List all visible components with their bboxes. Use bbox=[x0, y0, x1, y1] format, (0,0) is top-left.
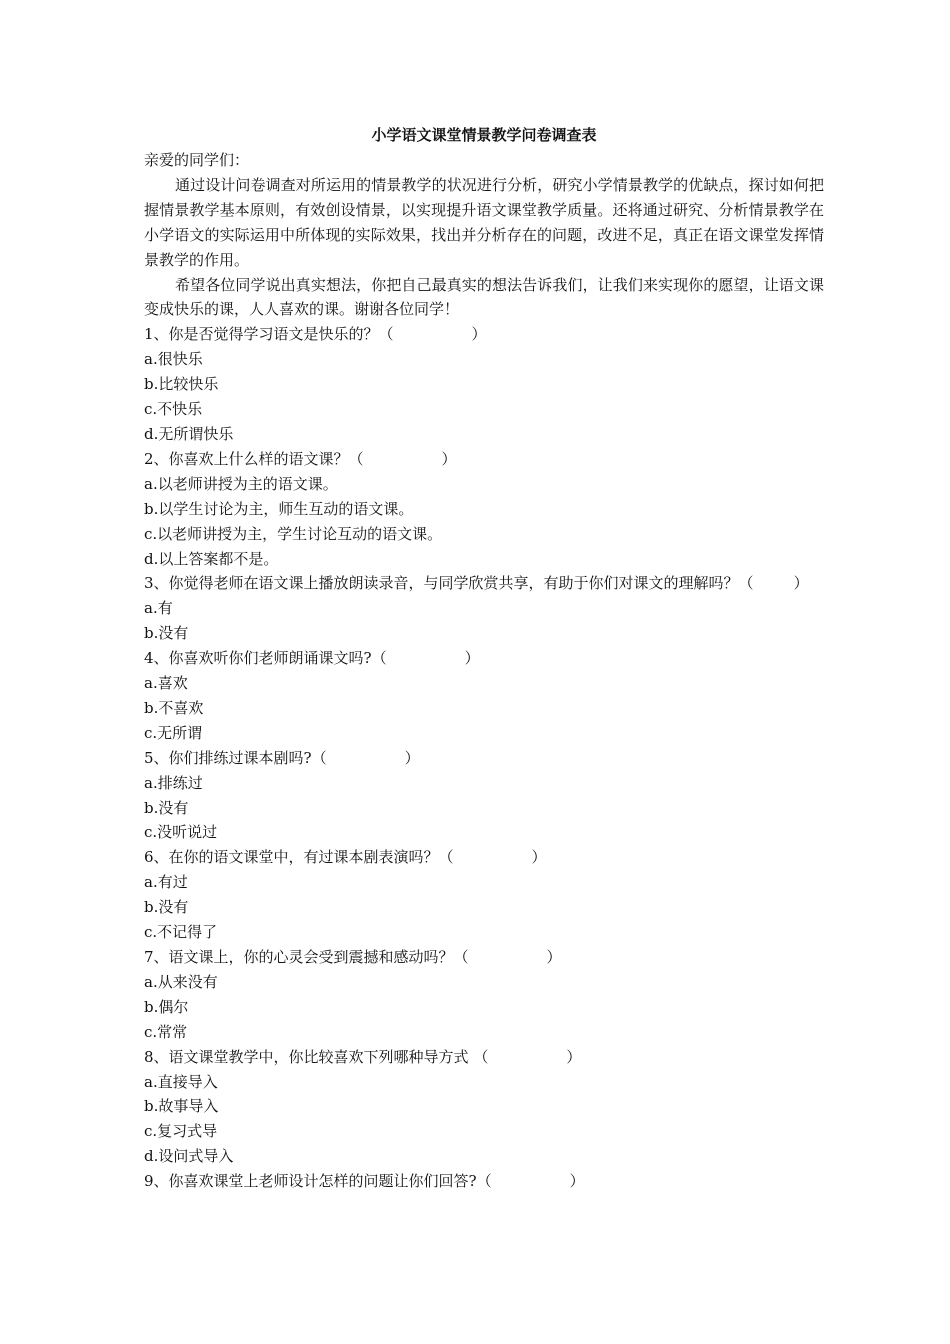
greeting: 亲爱的同学们： bbox=[144, 151, 250, 169]
option-b: b.没有 bbox=[144, 898, 189, 917]
question-prompt: 5、你们排练过课本剧吗?（ bbox=[144, 748, 327, 767]
bracket-close: ） bbox=[404, 748, 420, 767]
bracket-close: ） bbox=[471, 325, 487, 344]
option-b: b.比较快乐 bbox=[144, 375, 219, 394]
question-text bbox=[144, 447, 824, 472]
option-a: a.直接导入 bbox=[144, 1072, 218, 1091]
question-3 bbox=[144, 571, 824, 646]
option-b: b.故事导入 bbox=[144, 1097, 219, 1116]
question-prompt: 9、你喜欢课堂上老师设计怎样的问题让你们回答?（ bbox=[144, 1172, 492, 1191]
question-prompt: 6、在你的语文课堂中，有过课本剧表演吗？（ bbox=[144, 848, 454, 867]
bracket-close: ） bbox=[793, 574, 809, 593]
option-b: b.没有 bbox=[144, 798, 189, 817]
option-a: a.有 bbox=[144, 599, 173, 618]
option-d: d.以上答案都不是。 bbox=[144, 549, 279, 568]
question-text bbox=[144, 1169, 824, 1194]
option-a: a.以老师讲授为主的语文课。 bbox=[144, 474, 338, 493]
intro-paragraph: 通过设计问卷调查对所运用的情景教学的状况进行分析，研究小学情景教学的优缺点，探讨如何把握情景教学基本原则，有效创设情景，以实现提升语文课堂教学质量。还将通过研究、分析情景教学在小学语文的实际运用中所体现的实际效果，找出并分析存在的问题，改进不足，真正在语文课堂发挥情景教学的作用。 bbox=[144, 175, 824, 269]
question-1 bbox=[144, 322, 824, 447]
question-text bbox=[144, 646, 824, 671]
option-a: a.从来没有 bbox=[144, 972, 218, 991]
question-prompt: 1、你是否觉得学习语文是快乐的？（ bbox=[144, 325, 394, 344]
option-c: c.复习式导 bbox=[144, 1122, 218, 1141]
document-title: 小学语文课堂情景教学问卷调查表 bbox=[371, 126, 597, 144]
question-text bbox=[144, 746, 824, 771]
question-text bbox=[144, 322, 824, 347]
question-text bbox=[144, 845, 824, 870]
option-a: a.排练过 bbox=[144, 773, 203, 792]
bracket-close: ） bbox=[464, 649, 480, 668]
option-c: c.不快乐 bbox=[144, 400, 203, 419]
option-b: b.偶尔 bbox=[144, 997, 189, 1016]
option-a: a.有过 bbox=[144, 873, 188, 892]
option-b: b.不喜欢 bbox=[144, 698, 204, 717]
option-a: a.喜欢 bbox=[144, 674, 188, 693]
bracket-close: ） bbox=[441, 449, 457, 468]
question-prompt: 2、你喜欢上什么样的语文课？（ bbox=[144, 449, 364, 468]
request-paragraph: 希望各位同学说出真实想法，你把自己最真实的想法告诉我们，让我们来实现你的愿望，让语文课变成快乐的课，人人喜欢的课。谢谢各位同学！ bbox=[144, 275, 824, 319]
question-9 bbox=[144, 1169, 824, 1194]
option-c: c.常常 bbox=[144, 1022, 188, 1041]
bracket-close: ） bbox=[566, 1047, 582, 1066]
question-text bbox=[144, 1045, 824, 1070]
option-c: c.不记得了 bbox=[144, 923, 218, 942]
option-d: d.无所谓快乐 bbox=[144, 424, 234, 443]
option-b: b.没有 bbox=[144, 624, 189, 643]
option-c: c.无所谓 bbox=[144, 723, 203, 742]
bracket-close: ） bbox=[546, 948, 562, 966]
question-text bbox=[144, 945, 824, 970]
question-5 bbox=[144, 746, 824, 846]
question-8 bbox=[144, 1045, 824, 1170]
question-prompt: 7、语文课上，你的心灵会受到震撼和感动吗？（ bbox=[144, 948, 469, 966]
question-prompt: 4、你喜欢听你们老师朗诵课文吗?（ bbox=[144, 649, 387, 668]
option-a: a.很快乐 bbox=[144, 350, 203, 369]
option-b: b.以学生讨论为主，师生互动的语文课。 bbox=[144, 499, 414, 518]
question-7 bbox=[144, 945, 824, 1045]
option-c: c.以老师讲授为主，学生讨论互动的语文课。 bbox=[144, 524, 443, 543]
option-d: d.设问式导入 bbox=[144, 1147, 234, 1166]
question-6 bbox=[144, 845, 824, 945]
questionnaire-page bbox=[144, 124, 824, 1194]
bracket-close: ） bbox=[531, 848, 547, 867]
bracket-close: ） bbox=[569, 1172, 585, 1191]
question-prompt: 3、你觉得老师在语文课上播放朗读录音，与同学欣赏共享，有助于你们对课文的理解吗？（ bbox=[144, 574, 754, 593]
question-prompt: 8、语文课堂教学中，你比较喜欢下列哪种导方式 （ bbox=[144, 1047, 489, 1066]
question-2 bbox=[144, 447, 824, 572]
option-c: c.没听说过 bbox=[144, 823, 218, 842]
question-text bbox=[144, 571, 824, 596]
question-4 bbox=[144, 646, 824, 746]
